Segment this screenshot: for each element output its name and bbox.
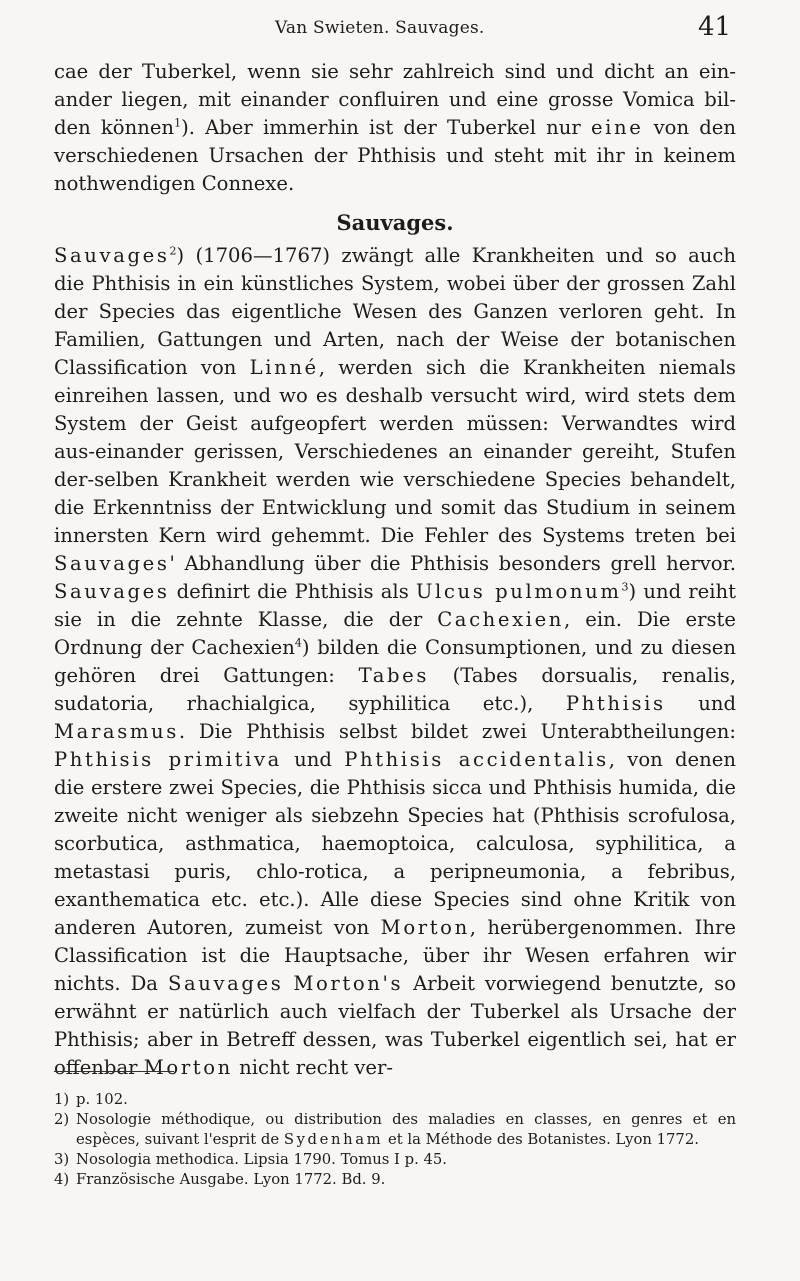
paragraph-sauvages: Sauvages$^2$) (1706—1767) zwängt alle Krankheiten und so auch die Phthisis in ein künstliches System, wobei über der grossen Zahl der Species das eigentliche Wesen des Ganzen verloren geht. In Familien, Gattungen und Arten, nach der Weise der botanischen Classification von Linné, werden sich die Krankheiten niemals einreihen lassen, und wo es deshalb versucht wird, wird stets dem System der Geist aufgeopfert werden müssen: Verwandtes wird aus-einander gerissen, Verschiedenes an einander gereiht, Stufen der-selben Krankheit werden wie verschiedene Species behandelt, die Erkenntniss der Entwicklung und somit das Studium in seinem innersten Kern wird gehemmt. Die Fehler des Systems treten bei Sauvages' Abhandlung über die Phthisis besonders grell hervor. Sauvages definirt die Phthisis als Ulcus pulmonum$^3$) und reiht sie in die zehnte Klasse, die der Cachexien, ein. Die erste Ordnung der Cachexien$^4$) bilden die Consumptionen, und zu diesen gehören drei Gattungen: Tabes (Tabes dorsualis, renalis, sudatoria, rhachialgica, syphilitica etc.), Phthisis und Marasmus. Die Phthisis selbst bildet zwei Unterabtheilungen: Phthisis primitiva und Phthisis accidentalis, von denen die erstere zwei Species, die Phthisis sicca und Phthisis humida, die zweite nicht weniger als siebzehn Species hat (Phthisis scrofulosa, scorbutica, asthmatica, haemoptoica, calculosa, syphilitica, a metastasi puris, chlo-rotica, a peripneumonia, a febribus, exanthematica etc. etc.). Alle diese Species sind ohne Kritik von anderen Autoren, zumeist von Morton, herübergenommen. Ihre Classification ist die Hauptsache, über ihr Wesen erfahren wir nichts. Da Sauvages Morton's Arbeit vorwiegend benutzte, so erwähnt er natürlich auch vielfach der Tuberkel als Ursache der Phthisis; aber in Betreff dessen, was Tuberkel eigentlich sei, hat er offenbar Morton nicht recht ver-	[54, 244, 737, 1079]
footnote: 2) Nosologie méthodique, ou distribution des maladies en classes, en genres et en espèces, suivant l'esprit de Sydenham et la Méthode des Botanistes. Lyon 1772.	[54, 1111, 736, 1148]
footnote: 1) p. 102.	[54, 1091, 128, 1108]
running-head: Van Swieten. Sauvages.	[275, 18, 485, 38]
body-text	[54, 58, 736, 1082]
footnote-divider	[54, 1071, 174, 1072]
page-header	[0, 8, 800, 48]
footnote-ref[interactable]: 2	[169, 244, 177, 258]
footnote-ref[interactable]: 1	[174, 116, 182, 130]
footnote: 3) Nosologia methodica. Lipsia 1790. Tomus I p. 45.	[54, 1151, 448, 1168]
section-heading: Sauvages.	[336, 210, 454, 235]
footnote-ref[interactable]: 3	[621, 580, 629, 594]
footnote-ref[interactable]: 4	[294, 636, 302, 650]
paragraph-continuation: cae der Tuberkel, wenn sie sehr zahlreich sind und dicht an ein-ander liegen, mit einander confluiren und eine grosse Vomica bil-den können$^1$). Aber immerhin ist der Tuberkel nur eine von den verschiedenen Ursachen der Phthisis und steht mit ihr in keinem nothwendigen Connexe.	[54, 60, 737, 195]
page-number: 41	[698, 12, 732, 42]
footnote: 4) Französische Ausgabe. Lyon 1772. Bd. 9.	[54, 1171, 386, 1188]
footnotes	[54, 1090, 736, 1190]
